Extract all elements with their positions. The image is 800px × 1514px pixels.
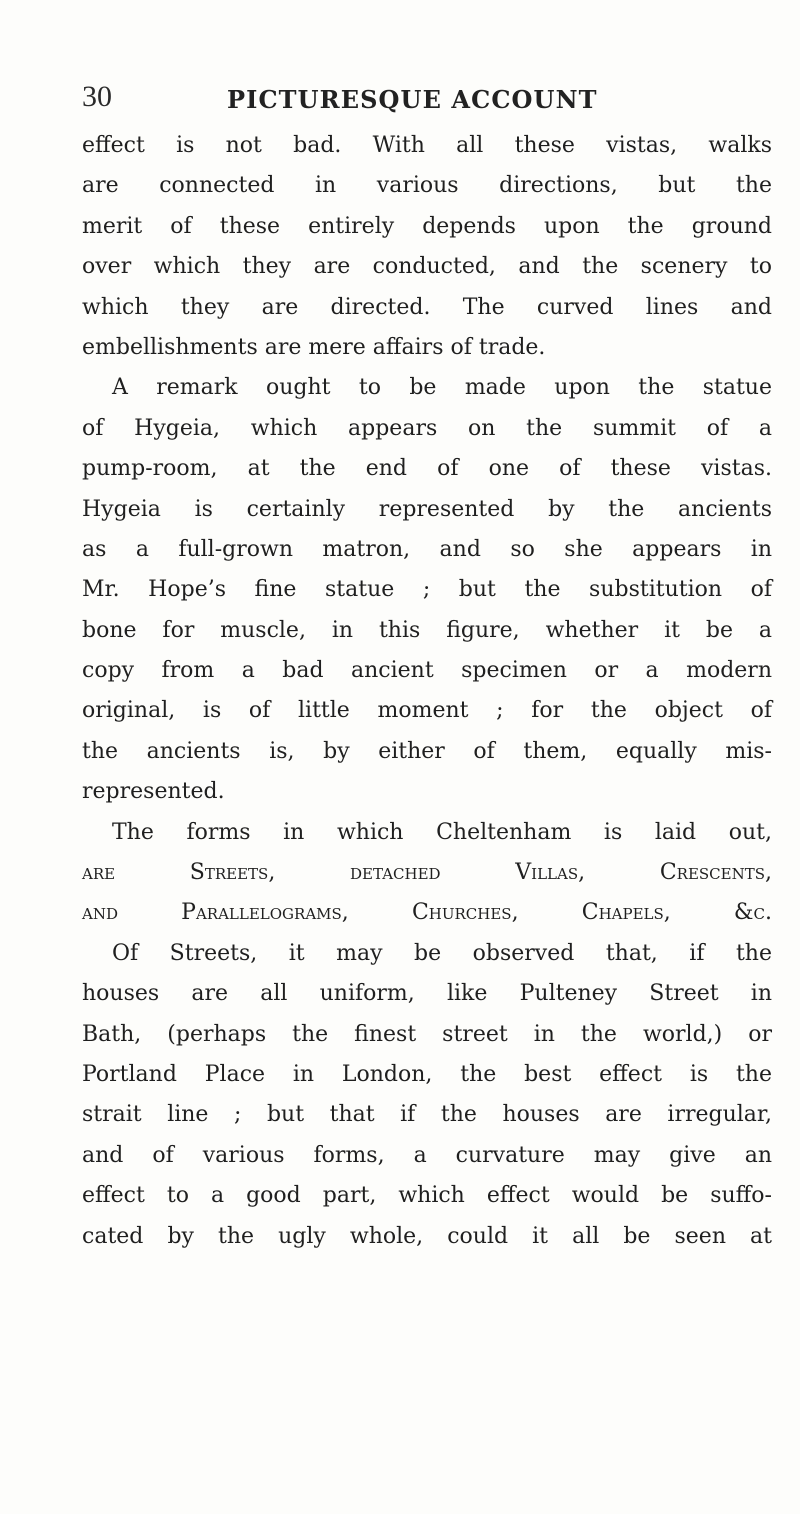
text-line: over which they are conducted, and the scenery to bbox=[82, 254, 772, 280]
text-line: Mr. Hope’s fine statue ; but the substitution of bbox=[82, 577, 772, 603]
text-line: effect is not bad. With all these vistas, walks bbox=[82, 133, 772, 158]
text-line: Hygeia is certainly represented by the ancients bbox=[82, 496, 772, 522]
running-head: PICTURESQUE ACCOUNT bbox=[227, 85, 598, 114]
text-line: A remark ought to be made upon the statue bbox=[112, 375, 772, 401]
text-line: and Parallelograms, Churches, Chapels, &c. bbox=[82, 900, 772, 926]
text-line: merit of these entirely depends upon the ground bbox=[82, 213, 772, 239]
text-line: embellishments are mere affairs of trade. bbox=[82, 334, 546, 360]
text-line: which they are directed. The curved lines and bbox=[82, 294, 772, 320]
text-line: original, is of little moment ; for the object of bbox=[82, 698, 772, 724]
page-number: 30 bbox=[82, 80, 112, 113]
text-line: bone for muscle, in this figure, whether it be a bbox=[82, 617, 772, 643]
text-line: the ancients is, by either of them, equally mis- bbox=[82, 738, 772, 764]
text-line: represented. bbox=[82, 779, 225, 805]
text-line: copy from a bad ancient specimen or a modern bbox=[82, 658, 772, 684]
text-line: and of various forms, a curvature may give an bbox=[82, 1142, 772, 1168]
body-text bbox=[82, 126, 772, 1257]
text-line: The forms in which Cheltenham is laid out, bbox=[112, 819, 772, 845]
text-line: effect to a good part, which effect would be suffo- bbox=[82, 1183, 772, 1209]
text-line: are connected in various directions, but the bbox=[82, 173, 772, 199]
text-line: strait line ; but that if the houses are irregular, bbox=[82, 1102, 772, 1128]
text-line: of Hygeia, which appears on the summit of a bbox=[82, 415, 772, 441]
text-line: pump-room, at the end of one of these vistas. bbox=[82, 456, 772, 482]
page-header bbox=[82, 80, 742, 120]
text-line: cated by the ugly whole, could it all be seen at bbox=[82, 1223, 772, 1249]
text-line: are Streets, detached Villas, Crescents, bbox=[82, 860, 772, 886]
text-line: as a full-grown matron, and so she appears in bbox=[82, 536, 772, 562]
text-line: Bath, (perhaps the finest street in the world,) or bbox=[82, 1021, 772, 1047]
text-line: Of Streets, it may be observed that, if the bbox=[112, 940, 772, 966]
text-line: Portland Place in London, the best effect is the bbox=[82, 1061, 772, 1087]
text-line: houses are all uniform, like Pulteney Street in bbox=[82, 981, 772, 1007]
